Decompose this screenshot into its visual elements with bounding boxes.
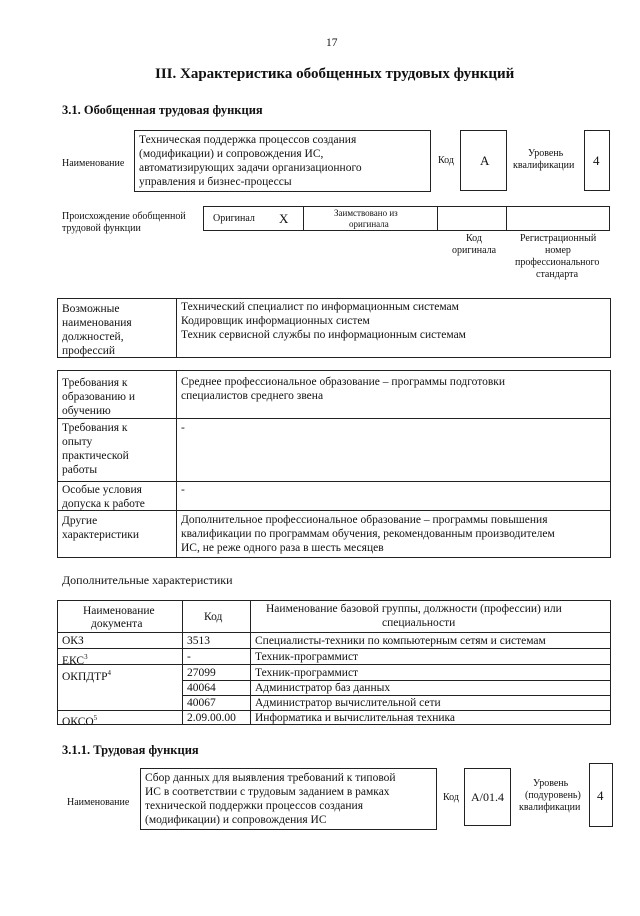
gtf-level-label: Уровень xyxy=(528,148,564,159)
req-label: обучению xyxy=(62,405,111,417)
tf-code-value: A/01.4 xyxy=(471,790,504,804)
positions-label: Возможные xyxy=(62,303,120,315)
tf-name-line: технической поддержки процессов создания xyxy=(145,800,363,812)
positions-table xyxy=(57,298,611,358)
req-label: характеристики xyxy=(62,529,140,541)
gtf-level-value: 4 xyxy=(593,153,600,168)
tf-name-line: ИС в соответствии с трудовым заданием в рамках xyxy=(145,786,390,798)
borrowed-label: оригинала xyxy=(349,219,389,229)
reg-number-label: профессионального xyxy=(515,257,600,268)
positions-label: наименования xyxy=(62,317,132,329)
origin-label: трудовой функции xyxy=(62,223,141,234)
req-value: специалистов среднего звена xyxy=(181,390,324,402)
code-original-label: оригинала xyxy=(452,245,497,256)
requirements-table xyxy=(57,370,611,558)
name-cell: Администратор баз данных xyxy=(255,682,391,694)
page-number: 17 xyxy=(326,37,338,49)
tf-name-box xyxy=(140,768,437,830)
gtf-heading: 3.1. Обобщенная трудовая функция xyxy=(62,103,263,117)
tf-name-line: (модификации) и сопровождения ИС xyxy=(145,814,327,826)
tf-level-box xyxy=(589,763,613,827)
name-cell: Информатика и вычислительная техника xyxy=(255,712,456,724)
tf-level-label: (подуровень) xyxy=(525,790,581,801)
positions-label: должностей, xyxy=(62,331,124,343)
tf-level-label: квалификации xyxy=(519,802,581,813)
gtf-code-value: A xyxy=(480,153,490,168)
code-cell: 27099 xyxy=(187,667,216,679)
req-label: образованию и xyxy=(62,391,135,403)
req-label: работы xyxy=(62,464,98,476)
doc-cell: ОКПДТР$^4$ xyxy=(62,669,112,683)
origin-table xyxy=(203,206,610,231)
gtf-level-label: квалификации xyxy=(513,160,575,171)
gtf-level-box xyxy=(584,130,610,191)
col-name-header: специальности xyxy=(382,617,456,629)
reg-number-label: Регистрационный xyxy=(520,233,597,244)
position-item: Техник сервисной службы по информационным системам xyxy=(181,329,466,341)
original-label: Оригинал xyxy=(213,213,255,224)
positions-label: профессий xyxy=(62,345,116,357)
origin-label: Происхождение обобщенной xyxy=(62,211,186,222)
col-name-header: Наименование базовой группы, должности (профессии) или xyxy=(266,603,562,615)
position-item: Кодировщик информационных систем xyxy=(181,315,370,327)
req-label: Требования к xyxy=(62,377,128,389)
tf-level-value: 4 xyxy=(597,788,604,803)
additional-heading: Дополнительные характеристики xyxy=(62,573,233,587)
req-label: опыту xyxy=(62,436,93,448)
code-original-label: Код xyxy=(466,233,482,244)
section-title: III. Характеристика обобщенных трудовых функций xyxy=(155,66,515,82)
code-cell: 3513 xyxy=(187,635,210,647)
position-item: Технический специалист по информационным системам xyxy=(181,301,459,313)
original-mark: X xyxy=(279,211,289,226)
doc-cell: ОКСО$^5$ xyxy=(62,714,98,728)
reg-number-label: номер xyxy=(545,245,571,256)
gtf-name-line: управления и бизнес-процессы xyxy=(139,176,292,188)
req-label: Особые условия xyxy=(62,484,142,496)
gtf-name-label: Наименование xyxy=(62,158,125,169)
tf-name-line: Сбор данных для выявления требований к типовой xyxy=(145,772,396,784)
col-doc-header: Наименование xyxy=(83,605,155,617)
name-cell: Техник-программист xyxy=(255,651,359,663)
gtf-name-line: автоматизирующих задачи организационного xyxy=(139,162,362,174)
req-value: Дополнительное профессиональное образование – программы повышения xyxy=(181,514,548,526)
gtf-name-box xyxy=(134,130,431,192)
code-cell: 2.09.00.00 xyxy=(187,712,236,724)
req-label: Другие xyxy=(62,515,98,527)
req-value: Среднее профессиональное образование – программы подготовки xyxy=(181,376,506,388)
tf-heading: 3.1.1. Трудовая функция xyxy=(62,743,199,757)
doc-cell: ЕКС$^3$ xyxy=(62,653,88,667)
gtf-name-line: Техническая поддержка процессов создания xyxy=(139,134,357,146)
gtf-code-label: Код xyxy=(438,155,454,166)
name-cell: Администратор вычислительной сети xyxy=(255,697,441,709)
gtf-name-line: (модификации) и сопровождения ИС, xyxy=(139,148,324,160)
tf-code-box xyxy=(464,768,511,826)
gtf-code-box xyxy=(460,130,507,191)
code-cell: 40067 xyxy=(187,697,216,709)
name-cell: Специалисты-техники по компьютерным сетям и системам xyxy=(255,635,546,647)
req-value: - xyxy=(181,422,185,434)
name-cell: Техник-программист xyxy=(255,667,359,679)
tf-level-label: Уровень xyxy=(533,778,569,789)
req-value: ИС, не реже одного раза в шесть месяцев xyxy=(181,542,384,554)
borrowed-label: Заимствовано из xyxy=(334,208,398,218)
req-label: Требования к xyxy=(62,422,128,434)
code-cell: - xyxy=(187,651,191,663)
col-doc-header: документа xyxy=(91,618,143,630)
req-label: допуска к работе xyxy=(62,498,145,510)
tf-name-label: Наименование xyxy=(67,797,130,808)
code-cell: 40064 xyxy=(187,682,216,694)
col-code-header: Код xyxy=(204,611,223,623)
tf-code-label: Код xyxy=(443,792,459,803)
reg-number-label: стандарта xyxy=(536,269,579,280)
req-label: практической xyxy=(62,450,129,462)
req-value: квалификации по программам обучения, рекомендованным производителем xyxy=(181,528,555,540)
additional-table xyxy=(57,600,611,728)
doc-cell: ОКЗ xyxy=(62,635,84,647)
req-value: - xyxy=(181,484,185,496)
